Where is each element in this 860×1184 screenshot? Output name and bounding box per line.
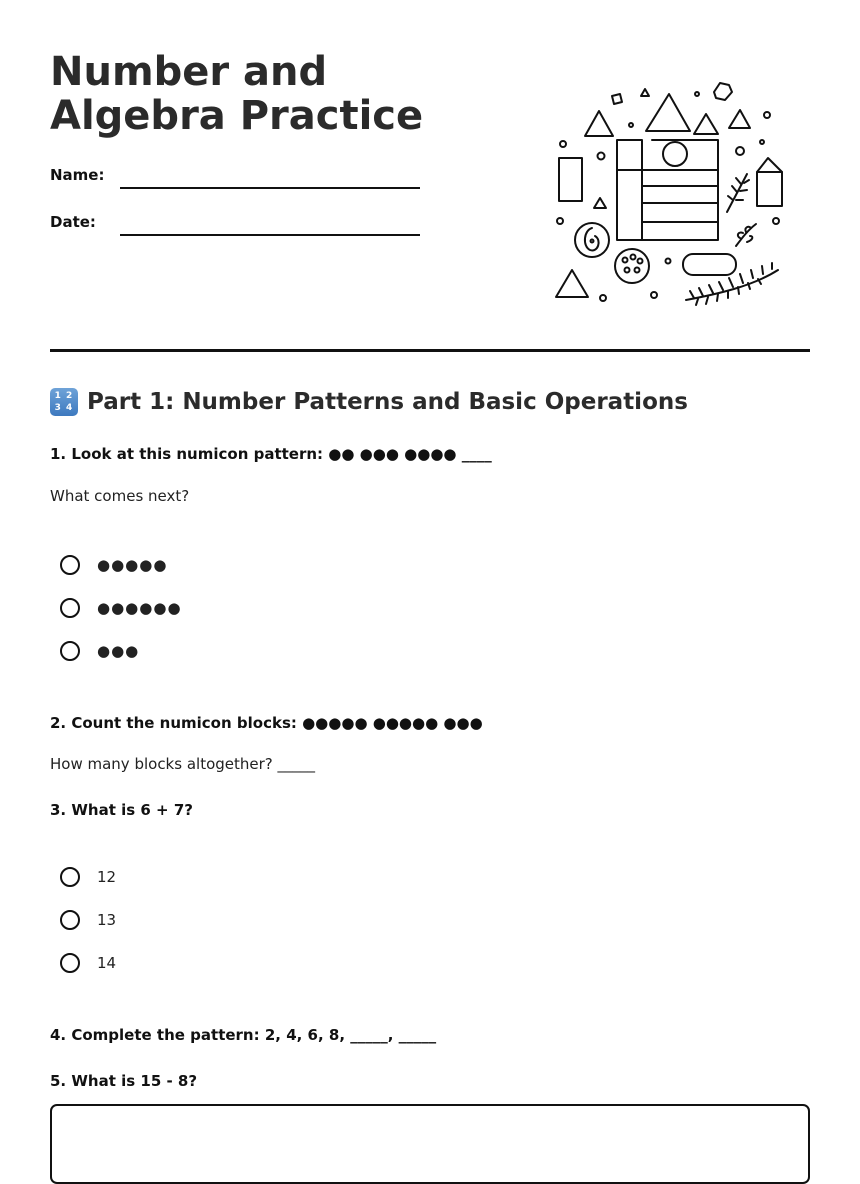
option-label: 12: [97, 868, 117, 886]
question-5: 5. What is 15 - 8?: [50, 1072, 198, 1090]
question-4: 4. Complete the pattern: 2, 4, 6, 8, _____, _____: [50, 1026, 437, 1044]
radio-button[interactable]: [60, 598, 80, 618]
question-1: 1. Look at this numicon pattern: ●● ●●● ●●●● ____: [50, 445, 492, 463]
q3-option-3[interactable]: [60, 953, 116, 973]
option-label: 13: [97, 911, 117, 929]
date-field[interactable]: [120, 234, 420, 236]
name-label: Name:: [50, 166, 105, 184]
radio-button[interactable]: [60, 555, 80, 575]
worksheet-title: Number and Algebra Practice: [50, 49, 424, 139]
section-heading: [50, 388, 688, 416]
q1-option-2[interactable]: [60, 598, 182, 618]
question-3: 3. What is 6 + 7?: [50, 801, 193, 819]
section-title: Part 1: Number Patterns and Basic Operations: [87, 389, 688, 415]
section-divider: [50, 349, 810, 352]
radio-button[interactable]: [60, 953, 80, 973]
radio-button[interactable]: [60, 867, 80, 887]
question-1-prompt: What comes next?: [50, 487, 190, 505]
input-numbers-icon: 1 2 3 4: [50, 388, 78, 416]
option-label: 14: [97, 954, 117, 972]
question-2: 2. Count the numicon blocks: ●●●●● ●●●●● ●●●: [50, 714, 483, 732]
radio-button[interactable]: [60, 910, 80, 930]
radio-button[interactable]: [60, 641, 80, 661]
answer-textbox[interactable]: [50, 1104, 810, 1184]
math-shapes-illustration: [548, 78, 788, 314]
option-label: ●●●●●: [97, 556, 168, 574]
q1-option-3[interactable]: [60, 641, 139, 661]
q1-option-1[interactable]: [60, 555, 167, 575]
date-label: Date:: [50, 213, 96, 231]
question-2-prompt: How many blocks altogether? _____: [50, 755, 316, 773]
name-field[interactable]: [120, 187, 420, 189]
q3-option-1[interactable]: [60, 867, 116, 887]
option-label: ●●●: [97, 642, 140, 660]
option-label: ●●●●●●: [97, 599, 182, 617]
q3-option-2[interactable]: [60, 910, 116, 930]
